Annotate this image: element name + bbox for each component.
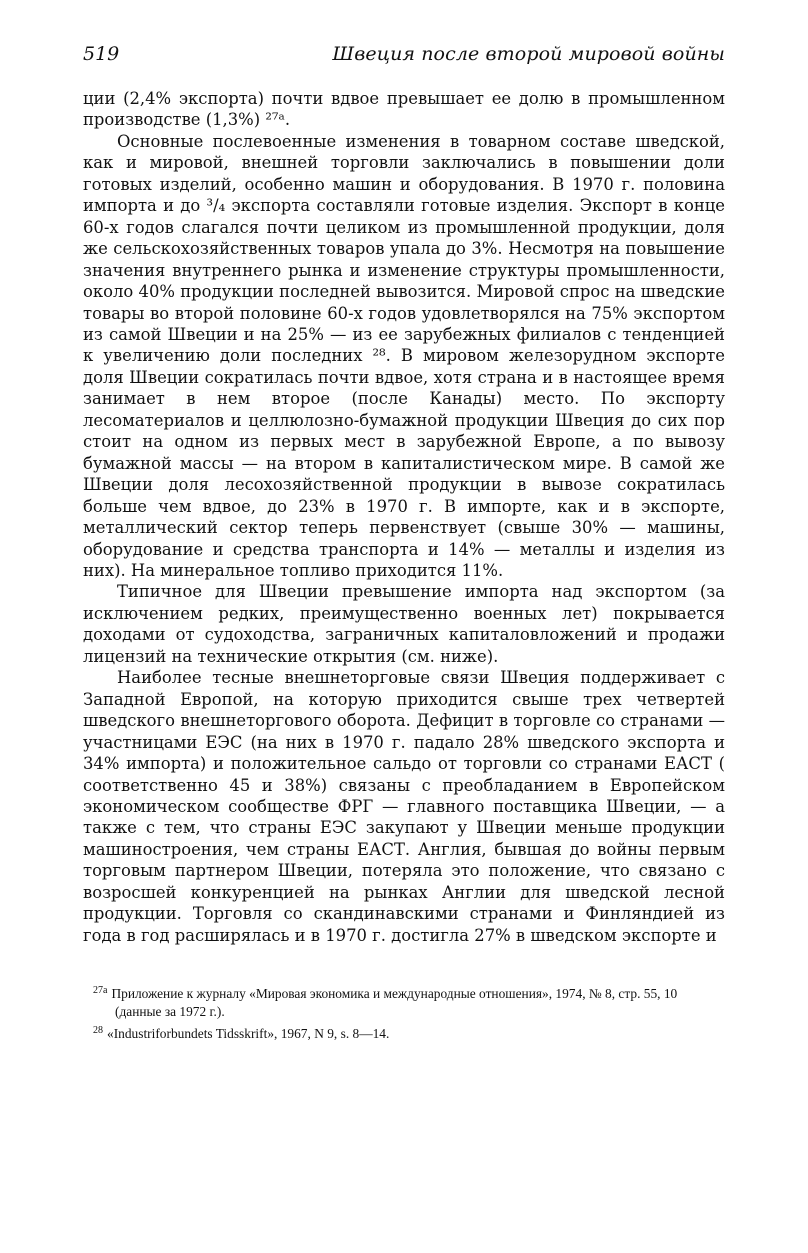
running-title: Швеция после второй мировой войны [332, 43, 725, 65]
body-text [83, 88, 725, 946]
footnote-text: «Industriforbundets Tidsskrift», 1967, N 9, s. 8—14. [107, 1026, 390, 1042]
footnote-mark: 27а [93, 985, 108, 997]
paragraph: Типичное для Швеции превышение импорта над экспортом (за исключением редких, преимущественно военных лет) покрывается доходами от судоходства, заграничных капиталовложений и продажи лицензий на технические открытия (см. ниже). [83, 582, 725, 666]
paragraph: Наиболее тесные внешнеторговые связи Швеция поддерживает с Западной Европой, на которую приходится свыше трех четвертей шведского внешнеторгового оборота. Дефицит в торговле со странами — участницами ЕЭС (на них в 1970 г. падало 28% шведского экспорта и 34% импорта) и положительное сальдо от торговли со странами ЕАСТ ( соответственно 45 и 38%) связаны с преобладанием в Европейском экономическом сообществе ФРГ — главного поставщика Швеции, — а также с тем, что страны ЕЭС закупают у Швеции меньше продукции машиностроения, чем страны ЕАСТ. Англия, бывшая до войны первым торговым партнером Швеции, потеряла это положение, что связано с возросшей конкуренцией на рынках Англии для шведской лесной продукции. Торговля со скандинавскими странами и Финляндией из года в год расширялась и в 1970 г. достигла 27% в шведском экспорте и [83, 668, 725, 945]
footnote-text: Приложение к журналу «Мировая экономика и международные отношения», 1974, № 8, стр. 55, 10 (данные за 1972 г.). [111, 986, 678, 1020]
footnote [89, 982, 725, 1021]
footnote-mark: 28 [93, 1025, 103, 1037]
footnote [89, 1022, 725, 1043]
page-header [83, 42, 725, 66]
book-page [83, 42, 725, 1044]
paragraph-continued: ции (2,4% экспорта) почти вдвое превышает ее долю в промышленном производстве (1,3%) ²⁷ᵃ. [83, 89, 725, 130]
page-number: 519 [83, 43, 120, 65]
footnotes [83, 982, 725, 1043]
paragraph: Основные послевоенные изменения в товарном составе шведской, как и мировой, внешней торговли заключались в повышении доли готовых изделий, особенно машин и оборудования. В 1970 г. половина импорта и до ³/₄ экспорта составляли готовые изделия. Экспорт в конце 60-х годов слагался почти целиком из промышленной продукции, доля же сельскохозяйственных товаров упала до 3%. Несмотря на повышение значения внутреннего рынка и изменение структуры промышленности, около 40% продукции последней вывозится. Мировой спрос на шведские товары во второй половине 60-х годов удовлетворялся на 75% экспортом из самой Швеции и на 25% — из ее зарубежных филиалов с тенденцией к увеличению доли последних ²⁸. В мировом железорудном экспорте доля Швеции сократилась почти вдвое, хотя страна и в настоящее время занимает в нем второе (после Канады) место. По экспорту лесоматериалов и целлюлозно-бумажной продукции Швеция до сих пор стоит на одном из первых мест в зарубежной Европе, а по вывозу бумажной массы — на втором в капиталистическом мире. В самой же Швеции доля лесохозяйственной продукции в вывозе сократилась больше чем вдвое, до 23% в 1970 г. В импорте, как и в экспорте, металлический сектор теперь первенствует (свыше 30% — машины, оборудование и средства транспорта и 14% — металлы и изделия из них). На минеральное топливо приходится 11%. [83, 131, 725, 580]
